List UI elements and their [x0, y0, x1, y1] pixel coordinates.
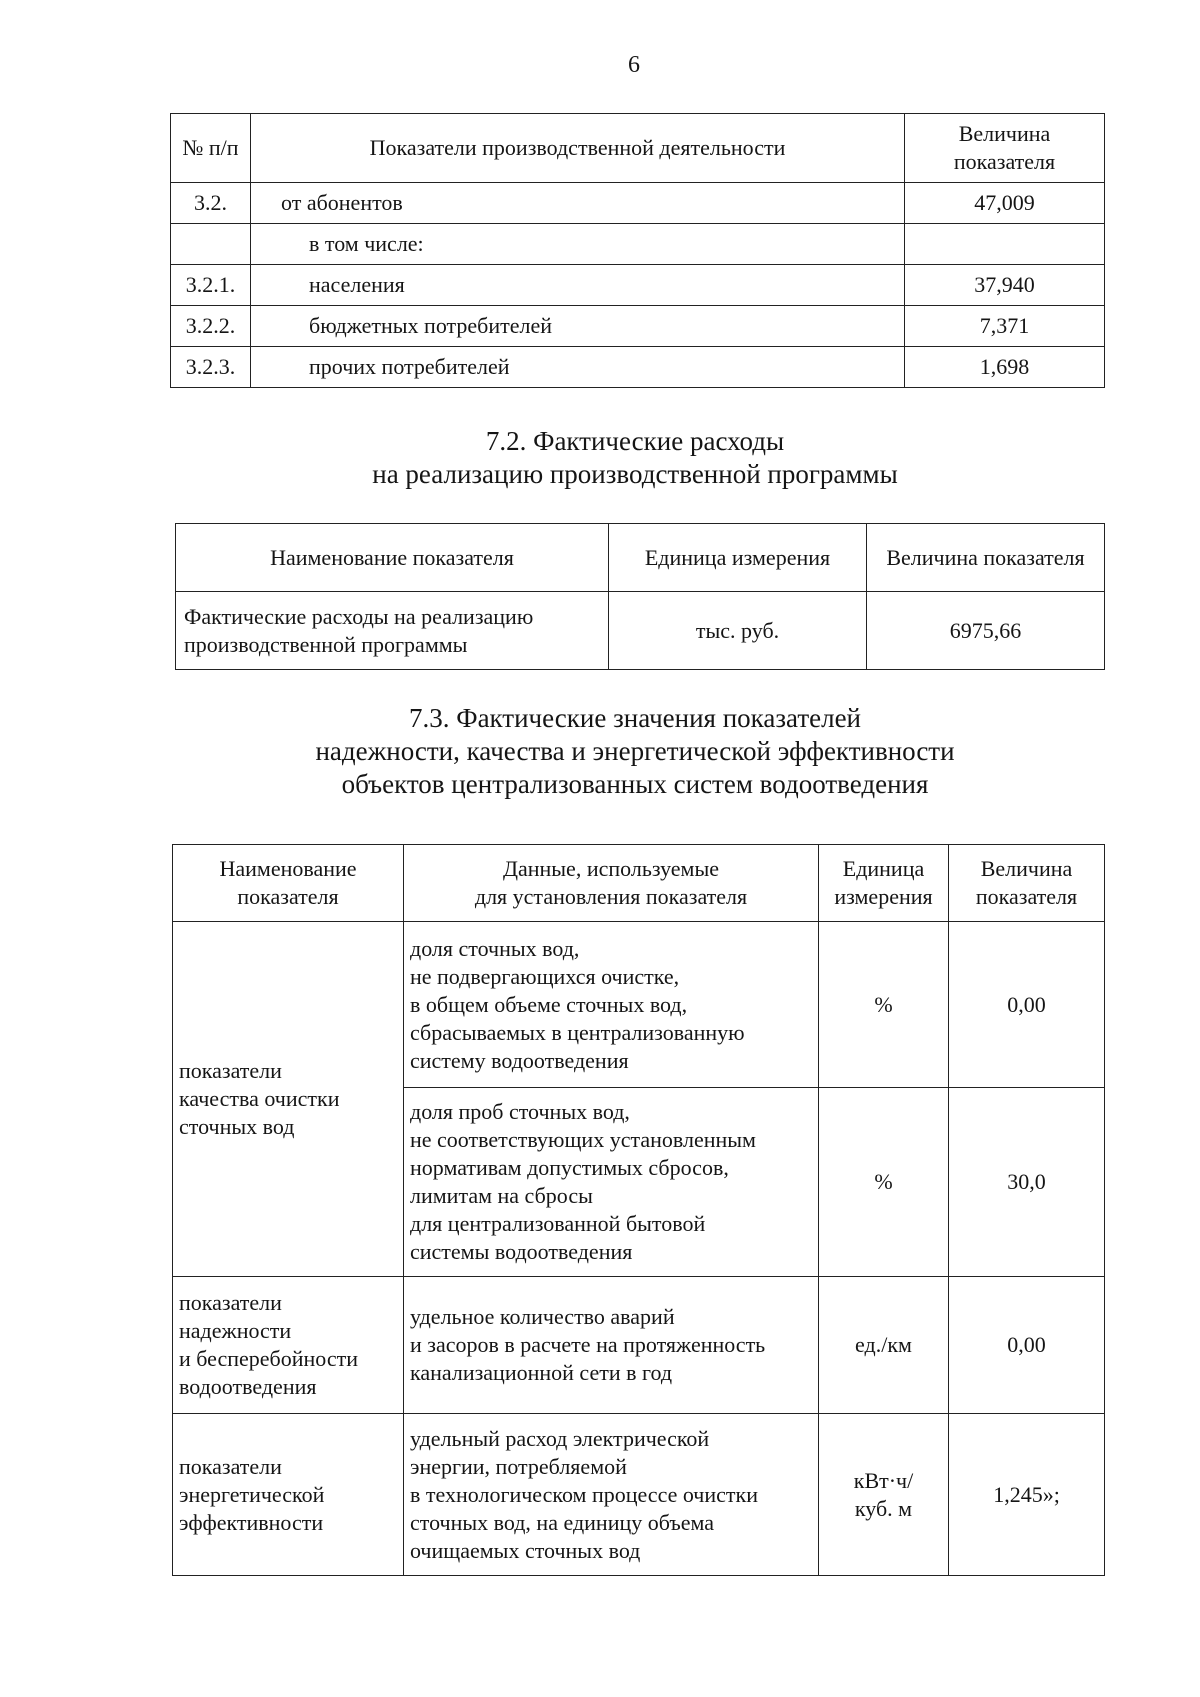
row-number: 3.2.3. [171, 347, 251, 388]
row-name: от абонентов [251, 183, 905, 224]
row-value: 47,009 [905, 183, 1105, 224]
table-row [171, 183, 1105, 224]
row-number: 3.2. [171, 183, 251, 224]
table-row [173, 1414, 1105, 1576]
row-number: 3.2.2. [171, 306, 251, 347]
row-data: удельный расход электрической энергии, потребляемой в технологическом процессе очистки сточных вод, на единицу объема очищаемых сточных вод [404, 1414, 819, 1576]
indicators-table [172, 844, 1105, 1576]
row-unit: кВт·ч/ куб. м [819, 1414, 949, 1576]
row-value: 0,00 [949, 922, 1105, 1088]
col-header-value: Величина показателя [949, 845, 1105, 922]
row-value: 7,371 [905, 306, 1105, 347]
table-header-row [171, 114, 1105, 183]
row-number: 3.2.1. [171, 265, 251, 306]
section-7-2-title: 7.2. Фактические расходы на реализацию производственной программы [372, 426, 898, 489]
row-data: доля сточных вод, не подвергающихся очистке, в общем объеме сточных вод, сбрасываемых в централизованную систему водоотведения [404, 922, 819, 1088]
col-header-indicator: Показатели производственной деятельности [251, 114, 905, 183]
row-name: Фактические расходы на реализацию производственной программы [176, 592, 609, 670]
table-header-row [176, 524, 1105, 592]
row-name: показатели качества очистки сточных вод [173, 922, 404, 1277]
row-value: 37,940 [905, 265, 1105, 306]
col-header-data: Данные, используемые для установления показателя [404, 845, 819, 922]
row-name: показатели надежности и бесперебойности водоотведения [173, 1277, 404, 1414]
production-activity-table [170, 113, 1105, 388]
col-header-number: № п/п [171, 114, 251, 183]
row-unit: % [819, 922, 949, 1088]
row-unit: ед./км [819, 1277, 949, 1414]
row-number [171, 224, 251, 265]
col-header-unit: Единица измерения [609, 524, 867, 592]
col-header-value: Величина показателя [905, 114, 1105, 183]
col-header-unit: Единица измерения [819, 845, 949, 922]
row-name: населения [251, 265, 905, 306]
col-header-name: Наименование показателя [176, 524, 609, 592]
table-row [171, 347, 1105, 388]
expenses-table [175, 523, 1105, 670]
table-row [171, 306, 1105, 347]
section-7-3-title: 7.3. Фактические значения показателей надежности, качества и энергетической эффективности объектов централизованных систем водоотведения [315, 703, 955, 799]
table-row [171, 265, 1105, 306]
col-header-value: Величина показателя [867, 524, 1105, 592]
table-header-row [173, 845, 1105, 922]
row-name: прочих потребителей [251, 347, 905, 388]
page-number: 6 [628, 52, 640, 78]
row-unit: тыс. руб. [609, 592, 867, 670]
table-row [176, 592, 1105, 670]
row-value: 1,245»; [949, 1414, 1105, 1576]
row-data: доля проб сточных вод, не соответствующих установленным нормативам допустимых сбросов, лимитам на сбросы для централизованной бытовой системы водоотведения [404, 1088, 819, 1277]
row-value: 30,0 [949, 1088, 1105, 1277]
row-value: 1,698 [905, 347, 1105, 388]
table-row [171, 224, 1105, 265]
row-data: удельное количество аварий и засоров в расчете на протяженность канализационной сети в год [404, 1277, 819, 1414]
row-value [905, 224, 1105, 265]
table-row [173, 1277, 1105, 1414]
row-value: 0,00 [949, 1277, 1105, 1414]
row-name: бюджетных потребителей [251, 306, 905, 347]
row-unit: % [819, 1088, 949, 1277]
row-value: 6975,66 [867, 592, 1105, 670]
row-name: в том числе: [251, 224, 905, 265]
col-header-name: Наименование показателя [173, 845, 404, 922]
row-name: показатели энергетической эффективности [173, 1414, 404, 1576]
table-row [173, 922, 1105, 1088]
